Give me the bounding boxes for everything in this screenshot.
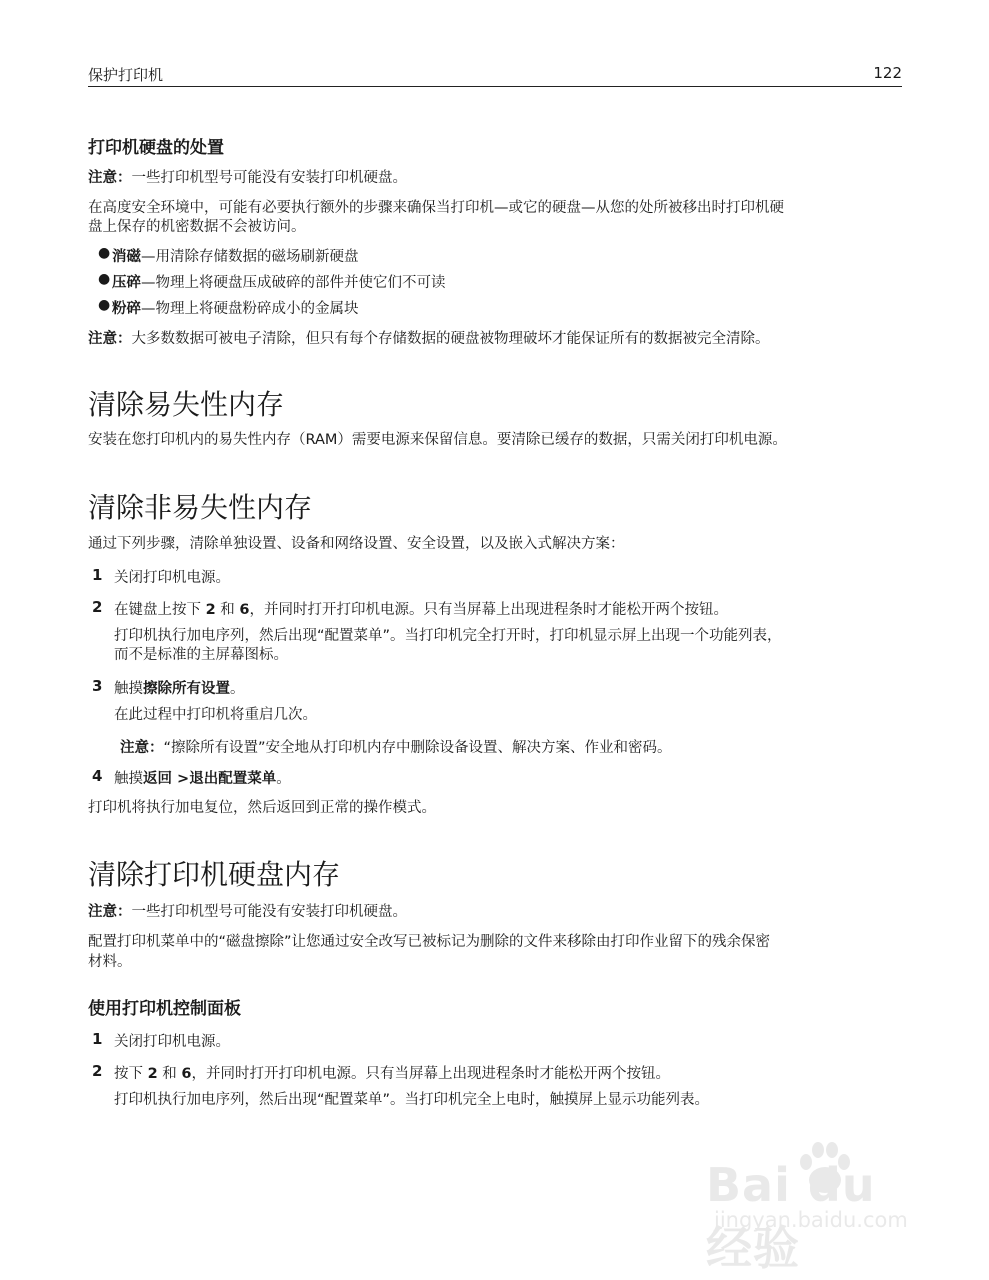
bullet-term: 消磁 bbox=[112, 249, 141, 265]
bullet-dot-icon: ● bbox=[98, 271, 111, 287]
step-text: 关闭打印机电源。 bbox=[114, 570, 230, 586]
step-number: 2 bbox=[92, 1062, 103, 1080]
bullet-text: —物理上将硬盘粉碎成小的金属块 bbox=[141, 301, 359, 317]
bullet-text: —物理上将硬盘压成破碎的部件并使它们不可读 bbox=[141, 275, 446, 291]
menu-item-label: 返回 >退出配置菜单 bbox=[143, 771, 277, 787]
paragraph-line: 安装在您打印机内的易失性内存（RAM）需要电源来保留信息。要清除已缓存的数据，只需关闭打印机电源。 bbox=[88, 432, 787, 448]
key-label: 6 bbox=[181, 1066, 192, 1082]
note-line bbox=[88, 168, 407, 189]
section-heading-volatile: 清除易失性内存 bbox=[88, 388, 285, 421]
note-label: 注意： bbox=[120, 740, 164, 756]
step-number: 3 bbox=[92, 677, 103, 695]
note-text: 大多数数据可被电子清除，但只有每个存储数据的硬盘被物理破坏才能保证所有的数据被完全清除。 bbox=[131, 331, 770, 347]
step-text: 和 bbox=[215, 602, 240, 618]
key-label: 2 bbox=[205, 602, 216, 618]
bullet-dot-icon: ● bbox=[98, 245, 111, 261]
page-header bbox=[88, 64, 902, 87]
paragraph-line: 材料。 bbox=[88, 954, 132, 970]
section-heading-disk-memory: 清除打印机硬盘内存 bbox=[88, 858, 341, 891]
step-number: 2 bbox=[92, 598, 103, 616]
step-text: 触摸 bbox=[114, 771, 143, 787]
step-number: 4 bbox=[92, 767, 103, 785]
watermark-url: jingyan.baidu.com bbox=[714, 1208, 908, 1232]
step-text: 触摸 bbox=[114, 681, 143, 697]
step-text: 和 bbox=[157, 1066, 182, 1082]
note-line bbox=[88, 902, 407, 923]
note-label: 注意： bbox=[88, 331, 132, 347]
note-text: “擦除所有设置”安全地从打印机内存中删除设备设置、解决方案、作业和密码。 bbox=[163, 740, 672, 756]
menu-item-label: 擦除所有设置 bbox=[143, 681, 230, 697]
header-title: 保护打印机 bbox=[88, 66, 164, 84]
note-label: 注意： bbox=[88, 170, 132, 186]
note-label: 注意： bbox=[88, 904, 132, 920]
step-detail-line: 打印机执行加电序列，然后出现“配置菜单”。当打印机完全上电时，触摸屏上显示功能列表。 bbox=[114, 1092, 710, 1108]
step-text: 。 bbox=[230, 681, 245, 697]
watermark bbox=[706, 1140, 936, 1275]
key-label: 2 bbox=[147, 1066, 158, 1082]
step-text: 关闭打印机电源。 bbox=[114, 1034, 230, 1050]
paragraph-line: 盘上保存的机密数据不会被访问。 bbox=[88, 219, 306, 235]
step-text: 按下 bbox=[114, 1066, 148, 1082]
bullet-term: 粉碎 bbox=[112, 301, 141, 317]
note-text: 一些打印机型号可能没有安装打印机硬盘。 bbox=[131, 904, 407, 920]
paragraph-line: 在高度安全环境中，可能有必要执行额外的步骤来确保当打印机—或它的硬盘—从您的处所被移出时打印机硬 bbox=[88, 200, 784, 216]
step-text: 在键盘上按下 bbox=[114, 602, 206, 618]
note-line bbox=[88, 329, 770, 350]
note-text: 一些打印机型号可能没有安装打印机硬盘。 bbox=[131, 170, 407, 186]
paragraph-line: 打印机将执行加电复位，然后返回到正常的操作模式。 bbox=[88, 800, 436, 816]
step-text: 。 bbox=[276, 771, 291, 787]
bullet-term: 压碎 bbox=[112, 275, 141, 291]
note-line bbox=[120, 736, 672, 757]
step-text: ，并同时打开打印机电源。只有当屏幕上出现进程条时才能松开两个按钮。 bbox=[191, 1066, 671, 1082]
paragraph-line: 配置打印机菜单中的“磁盘擦除”让您通过安全改写已被标记为删除的文件来移除由打印作业留下的残余保密 bbox=[88, 934, 771, 950]
bullet-text: —用清除存储数据的磁场刷新硬盘 bbox=[141, 249, 359, 265]
step-detail-line: 而不是标准的主屏幕图标。 bbox=[114, 647, 288, 663]
step-detail-line: 打印机执行加电序列，然后出现“配置菜单”。当打印机完全打开时，打印机显示屏上出现一个功能列表， bbox=[114, 628, 782, 644]
document-page bbox=[88, 0, 902, 1280]
step-number: 1 bbox=[92, 1030, 103, 1048]
section-heading-disk-disposal: 打印机硬盘的处置 bbox=[88, 138, 224, 158]
bullet-dot-icon: ● bbox=[98, 297, 111, 313]
watermark-logo-text: Bai du 经验 bbox=[706, 1158, 876, 1275]
step-detail-line: 在此过程中打印机将重启几次。 bbox=[114, 707, 317, 723]
step-text: ，并同时打开打印机电源。只有当屏幕上出现进程条时才能松开两个按钮。 bbox=[249, 602, 729, 618]
step-number: 1 bbox=[92, 566, 103, 584]
key-label: 6 bbox=[239, 602, 250, 618]
section-heading-nonvolatile: 清除非易失性内存 bbox=[88, 491, 313, 524]
page-number: 122 bbox=[873, 64, 902, 82]
paragraph-line: 通过下列步骤，清除单独设置、设备和网络设置、安全设置，以及嵌入式解决方案： bbox=[88, 536, 625, 552]
sub-heading-control-panel: 使用打印机控制面板 bbox=[88, 999, 241, 1019]
